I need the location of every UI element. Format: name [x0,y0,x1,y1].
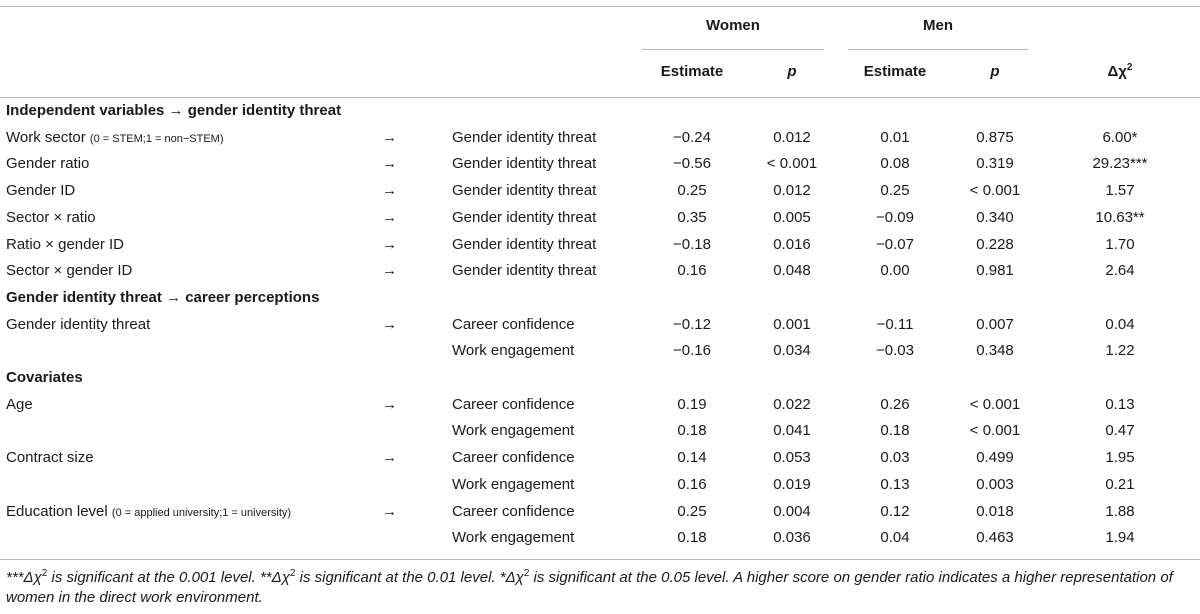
variable-cell [6,181,75,202]
delta-chi2-cell: 1.94 [1105,529,1135,547]
delta-chi2-cell: 6.00* [1102,128,1138,146]
women-p-cell: 0.036 [773,529,811,547]
women-estimate-cell: 0.16 [677,262,707,280]
women-group-rule [642,49,824,50]
footnote-part-1: ***Δχ [6,569,42,586]
outcome-cell: Career confidence [452,315,575,333]
footnote-sup-1: 2 [41,568,48,579]
women-p-cell: 0.053 [773,449,811,467]
variable-name: Education level [6,502,108,520]
women-estimate-cell: −0.16 [673,342,711,360]
outcome-cell: Gender identity threat [452,182,597,200]
path-arrow-icon: → [382,208,397,226]
variable-cell [6,448,94,469]
variable-cell [6,235,124,256]
women-estimate-cell: 0.35 [677,208,707,226]
outcome-cell: Work engagement [452,475,575,493]
delta-chi2-cell: 1.57 [1105,182,1135,200]
women-estimate-cell: 0.19 [677,395,707,413]
group-header-women: Women [706,17,760,34]
women-estimate-cell: −0.12 [673,315,711,333]
group-header-men: Men [923,17,953,34]
variable-cell [6,208,96,229]
col-header-delta-chi2 [1060,62,1180,82]
men-group-rule [848,49,1028,50]
men-estimate-cell: 0.26 [880,395,910,413]
variable-cell [6,395,33,416]
path-arrow-icon: → [382,262,397,280]
men-p-cell: 0.007 [976,315,1014,333]
women-estimate-cell: 0.16 [677,475,707,493]
variable-cell [6,154,89,175]
women-p-cell: 0.019 [773,475,811,493]
men-p-cell: 0.003 [976,475,1014,493]
path-arrow-icon: → [382,315,397,333]
men-estimate-cell: 0.08 [880,155,910,173]
women-estimate-cell: −0.24 [673,128,711,146]
section-heading: Gender identity threat → career perceptions [6,288,320,306]
women-estimate-cell: 0.14 [677,449,707,467]
delta-chi2-cell: 29.23*** [1092,155,1148,173]
men-p-cell: 0.499 [976,449,1014,467]
women-p-cell: 0.004 [773,502,811,520]
men-p-cell: 0.018 [976,502,1014,520]
outcome-cell: Career confidence [452,502,575,520]
outcome-cell: Gender identity threat [452,208,597,226]
variable-cell [6,315,150,336]
footnote-sup-2: 2 [289,568,296,579]
footnote-part-3: is significant at the 0.01 level. *Δχ [295,569,524,586]
outcome-cell: Work engagement [452,422,575,440]
women-estimate-cell: −0.56 [673,155,711,173]
men-p-cell: 0.228 [976,235,1014,253]
path-arrow-icon: → [382,395,397,413]
delta-chi2-cell: 0.47 [1105,422,1135,440]
variable-name: Age [6,395,33,413]
delta-chi2-cell: 1.95 [1105,449,1135,467]
women-p-cell: 0.012 [773,182,811,200]
footnote-part-4: is significant at the 0.05 level. A higher score on gender ratio indicates a higher representation of women in the direct work environment. [6,569,1173,606]
variable-name: Gender identity threat [6,315,151,333]
delta-chi2-cell: 2.64 [1105,262,1135,280]
delta-chi2-cell: 0.21 [1105,475,1135,493]
men-estimate-cell: −0.11 [876,315,914,333]
women-p-cell: 0.012 [773,128,811,146]
women-p-cell: < 0.001 [766,155,818,173]
col-header-women-p: p [787,63,797,80]
outcome-cell: Gender identity threat [452,262,597,280]
outcome-cell: Gender identity threat [452,155,597,173]
outcome-cell: Career confidence [452,395,575,413]
delta-chi2-cell: 0.04 [1105,315,1135,333]
men-estimate-cell: −0.07 [876,235,914,253]
men-p-cell: 0.319 [976,155,1014,173]
variable-coding-note: (0 = applied university;1 = university) [111,506,292,519]
men-p-cell: 0.340 [976,208,1014,226]
path-arrow-icon: → [382,155,397,173]
women-p-cell: 0.041 [773,422,811,440]
variable-name: Gender ratio [6,155,90,173]
men-estimate-cell: 0.25 [880,182,910,200]
variable-cell [6,261,132,282]
variable-name: Sector × gender ID [6,262,133,280]
delta-chi2-cell: 1.70 [1105,235,1135,253]
col-header-men-estimate: Estimate [863,63,927,80]
delta-chi2-cell: 1.22 [1105,342,1135,360]
men-p-cell: 0.348 [976,342,1014,360]
women-estimate-cell: 0.18 [677,422,707,440]
variable-name: Ratio × gender ID [6,235,124,253]
men-p-cell: 0.875 [976,128,1014,146]
women-p-cell: 0.016 [773,235,811,253]
col-header-men-p: p [990,63,1000,80]
women-p-cell: 0.005 [773,208,811,226]
table-bottom-rule [0,559,1200,560]
men-p-cell: < 0.001 [969,422,1021,440]
col-header-women-estimate: Estimate [660,63,724,80]
path-arrow-icon: → [382,449,397,467]
women-estimate-cell: −0.18 [673,235,711,253]
variable-name: Sector × ratio [6,208,96,226]
variable-name: Gender ID [6,182,76,200]
men-estimate-cell: 0.04 [880,529,910,547]
women-p-cell: 0.048 [773,262,811,280]
outcome-cell: Gender identity threat [452,235,597,253]
variable-name: Contract size [6,449,94,467]
women-estimate-cell: 0.25 [677,502,707,520]
variable-cell [6,502,291,523]
path-arrow-icon: → [382,502,397,520]
footnote-sup-3: 2 [523,568,530,579]
men-estimate-cell: 0.18 [880,422,910,440]
delta-chi2-cell: 1.88 [1105,502,1135,520]
path-arrow-icon: → [382,128,397,146]
men-estimate-cell: 0.13 [880,475,910,493]
delta-chi2-sup: 2 [1126,62,1133,73]
outcome-cell: Work engagement [452,529,575,547]
footnote-part-2: is significant at the 0.001 level. **Δχ [47,569,290,586]
variable-coding-note: (0 = STEM;1 = non−STEM) [89,132,224,145]
women-estimate-cell: 0.18 [677,529,707,547]
men-p-cell: < 0.001 [969,182,1021,200]
delta-chi2-cell: 10.63** [1095,208,1145,226]
variable-name: Work sector [6,128,86,146]
section-heading: Covariates [6,369,83,386]
path-arrow-icon: → [382,182,397,200]
men-estimate-cell: −0.03 [876,342,914,360]
delta-chi2-cell: 0.13 [1105,395,1135,413]
men-estimate-cell: 0.03 [880,449,910,467]
table-footnote [6,568,1194,608]
women-estimate-cell: 0.25 [677,182,707,200]
men-p-cell: < 0.001 [969,395,1021,413]
header-bottom-rule [0,97,1200,98]
outcome-cell: Gender identity threat [452,128,597,146]
outcome-cell: Career confidence [452,449,575,467]
men-p-cell: 0.463 [976,529,1014,547]
women-p-cell: 0.022 [773,395,811,413]
men-estimate-cell: 0.01 [880,128,910,146]
men-estimate-cell: 0.00 [880,262,910,280]
delta-chi2-label: Δχ [1107,63,1127,80]
men-estimate-cell: −0.09 [876,208,914,226]
section-heading: Independent variables → gender identity threat [6,102,342,119]
top-rule [0,6,1200,7]
outcome-cell: Work engagement [452,342,575,360]
women-p-cell: 0.034 [773,342,811,360]
women-p-cell: 0.001 [773,315,811,333]
path-arrow-icon: → [382,235,397,253]
men-p-cell: 0.981 [976,262,1014,280]
variable-cell [6,128,224,149]
men-estimate-cell: 0.12 [880,502,910,520]
